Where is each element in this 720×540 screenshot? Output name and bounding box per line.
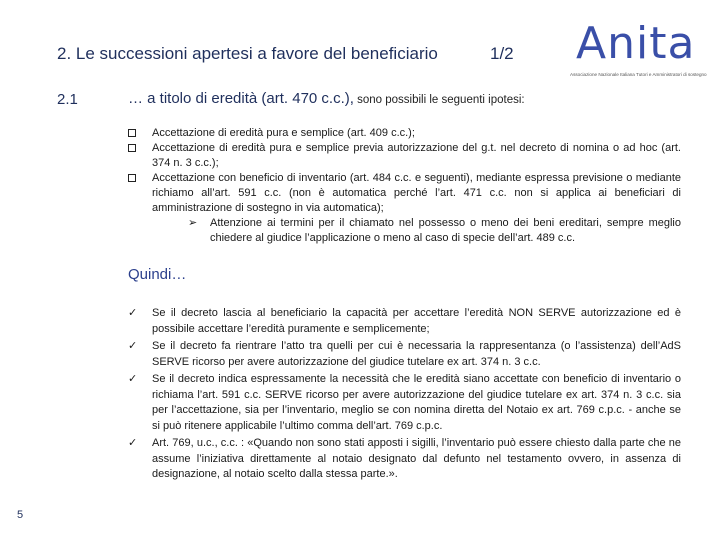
check-icon: ✓	[128, 307, 138, 319]
anita-logo	[568, 20, 716, 78]
section-heading-lead: … a titolo di eredità (art. 470 c.c.),	[128, 90, 354, 107]
list-item	[128, 436, 681, 483]
slide-pager: 1/2	[490, 44, 514, 63]
page-number: 5	[17, 509, 24, 521]
conclusion-text: Art. 769, u.c., c.c. : «Quando non sono stati apposti i sigilli, l’inventario può essere chiesto dalla parte che ne assume l’iniziativa direttamente al notaio designato dal defunto nel testamento ovvero, in assenza di designazione, al notaio scelto dalla stessa parte.».	[152, 437, 681, 480]
logo-wordmark: Anita	[576, 18, 696, 69]
check-icon: ✓	[128, 340, 138, 352]
options-list	[128, 126, 681, 246]
square-bullet-icon	[128, 174, 136, 182]
section-number: 2.1	[57, 91, 78, 108]
conclusion-text: Se il decreto lascia al beneficiario la capacità per accettare l’eredità NON SERVE autorizzazione ed è possibile accettare l’eredità puramente e semplicemente;	[152, 307, 681, 335]
option-text: Accettazione di eredità pura e semplice (art. 409 c.c.);	[152, 127, 415, 139]
check-icon: ✓	[128, 373, 138, 385]
logo-tagline: Associazione Nazionale Italiana Tutori e Amministratori di sostegno	[570, 72, 707, 77]
sub-list-item	[176, 216, 681, 246]
arrow-bullet-icon: ➢	[188, 217, 198, 229]
conclusion-text: Se il decreto indica espressamente la necessità che le eredità siano accettate con beneficio di inventario o richiama l’art. 591 c.c. SERVE ricorso per avere autorizzazione del giudice tutelare ex art. 374 n. 3 c.c. sia per l’accettazione, sia per l’inventario, meglio se con nomina diretta del Notaio ex art. 769 c.p.c. - anche se si può ritenere applicabile l’ultimo comma dell’art. 769 c.p.c.	[152, 373, 681, 432]
list-item	[128, 372, 681, 434]
option-text: Accettazione con beneficio di inventario (art. 484 c.c. e seguenti), mediante espressa previsione o mediante richiamo all’art. 591 c.c. (non è automatica perché l’art. 471 c.c. non si applica ai beneficiari di amministrazione di sostegno in via automatica);	[152, 172, 681, 214]
list-item	[128, 141, 681, 171]
list-item	[128, 126, 681, 141]
conclusion-label: Quindi…	[128, 266, 187, 283]
conclusions-list	[128, 306, 681, 485]
list-item	[128, 306, 681, 337]
section-heading-tail: sono possibili le seguenti ipotesi:	[353, 94, 525, 106]
square-bullet-icon	[128, 144, 136, 152]
section-heading	[128, 90, 525, 107]
sub-option-text: Attenzione ai termini per il chiamato nel possesso o meno dei beni ereditari, sempre meglio chiedere al giudice l’applicazione o meno al caso di specie dell’art. 489 c.c.	[210, 217, 681, 244]
square-bullet-icon	[128, 129, 136, 137]
list-item	[128, 339, 681, 370]
slide-title: 2. Le successioni apertesi a favore del beneficiario	[57, 44, 438, 63]
conclusion-text: Se il decreto fa rientrare l’atto tra quelli per cui è necessaria la rappresentanza (o l’assistenza) dell’AdS SERVE ricorso per avere autorizzazione del giudice tutelare ex art. 374 n. 3 c.c.	[152, 340, 681, 368]
list-item	[128, 171, 681, 246]
option-text: Accettazione di eredità pura e semplice previa autorizzazione del g.t. nel decreto di nomina o ad hoc (art. 374 n. 3 c.c.);	[152, 142, 681, 169]
check-icon: ✓	[128, 437, 138, 449]
